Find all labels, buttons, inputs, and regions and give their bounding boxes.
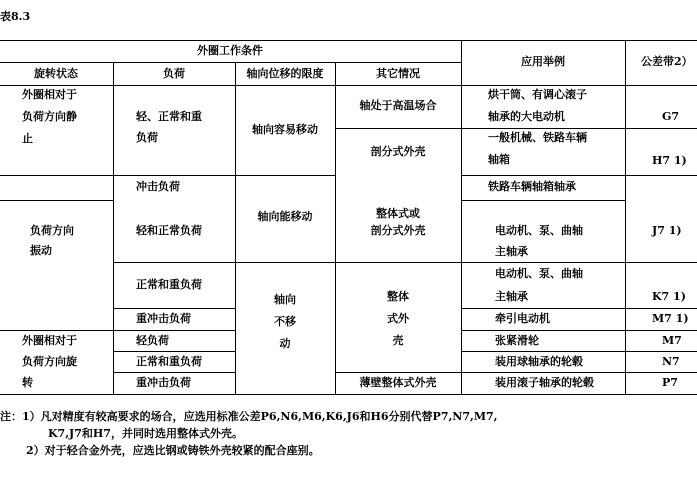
axial-cell: 轴向 — [274, 293, 296, 306]
other-cell: 整体 — [387, 290, 409, 303]
rule — [0, 200, 113, 201]
example-cell: 主轴承 — [495, 245, 528, 258]
rotation-cell: 止 — [22, 132, 33, 145]
example-cell: 电动机、泵、曲轴 — [495, 267, 583, 280]
axial-cell: 动 — [279, 337, 291, 350]
axial-cell: 轴向能移动 — [257, 210, 313, 223]
rotation-cell: 负荷方向旋 — [22, 355, 77, 368]
example-cell: 轴承的大电动机 — [488, 110, 565, 123]
rule — [461, 351, 697, 352]
rule — [235, 62, 236, 394]
rule — [0, 175, 335, 176]
load-cell: 正常和重负荷 — [136, 278, 202, 291]
rule — [0, 85, 697, 86]
tolerance-cell: G7 — [662, 110, 680, 123]
rule — [335, 128, 697, 129]
tolerance-cell: M7 — [662, 334, 682, 347]
other-cell: 式外 — [387, 312, 409, 325]
table-notes — [0, 408, 498, 459]
rule — [113, 308, 235, 309]
load-cell: 轻、正常和重 — [136, 110, 202, 123]
load-cell: 负荷 — [136, 131, 158, 144]
load-cell: 轻和正常负荷 — [136, 224, 202, 237]
rotation-cell: 负荷方向静 — [22, 110, 77, 123]
example-cell: 装用滚子轴承的轮毂 — [495, 376, 594, 389]
tolerance-cell: M7 1) — [652, 312, 689, 325]
other-cell: 壳 — [392, 334, 404, 347]
header-outer-conditions: 外圈工作条件 — [197, 44, 263, 57]
example-cell: 轴箱 — [488, 153, 510, 166]
load-cell: 正常和重负荷 — [136, 355, 202, 368]
note-line: K7,J7和H7，并同时选用整体式外壳。 — [48, 427, 243, 440]
example-cell: 铁路车辆轴箱轴承 — [488, 180, 576, 193]
rotation-cell: 转 — [22, 376, 33, 389]
rule — [335, 372, 697, 373]
example-cell: 张紧滑轮 — [495, 334, 539, 347]
example-cell: 装用球轴承的轮毂 — [495, 355, 583, 368]
rule — [0, 330, 235, 331]
header-tolerance: 公差带2） — [641, 55, 693, 68]
rotation-cell: 外圈相对于 — [22, 334, 77, 347]
rotation-cell: 振动 — [30, 244, 52, 257]
example-cell: 牵引电动机 — [495, 312, 550, 325]
header-other: 其它情况 — [376, 67, 420, 80]
example-cell: 烘干筒、有调心滚子 — [488, 88, 587, 101]
note-line: 2）对于轻合金外壳，应选比钢或铸铁外壳较紧的配合座别。 — [26, 444, 320, 457]
rule — [461, 308, 697, 309]
other-cell: 整体式或 — [376, 207, 420, 220]
load-cell: 重冲击负荷 — [136, 376, 191, 389]
rule — [113, 372, 235, 373]
rotation-cell: 外圈相对于 — [22, 88, 77, 101]
table-caption: 表8.3 — [0, 10, 31, 23]
example-cell: 一般机械、铁路车辆 — [488, 131, 587, 144]
rule — [461, 175, 697, 176]
tolerance-cell: N7 — [662, 355, 680, 368]
other-cell: 剖分式外壳 — [370, 145, 426, 158]
header-rotation: 旋转状态 — [34, 67, 78, 80]
rule — [113, 351, 235, 352]
rule — [0, 394, 697, 395]
load-cell: 冲击负荷 — [136, 180, 180, 193]
rule — [113, 62, 114, 394]
tolerance-cell: K7 1) — [652, 290, 686, 303]
axial-cell: 不移 — [274, 315, 296, 328]
other-cell: 轴处于高温场合 — [359, 99, 437, 112]
tolerance-cell: H7 1) — [652, 154, 687, 167]
rule — [113, 262, 697, 263]
load-cell: 重冲击负荷 — [136, 312, 191, 325]
header-load: 负荷 — [163, 67, 185, 80]
rule — [0, 40, 697, 41]
example-cell: 主轴承 — [495, 290, 528, 303]
rule — [461, 200, 625, 201]
load-cell: 轻负荷 — [136, 334, 169, 347]
rule — [461, 330, 697, 331]
rotation-cell: 负荷方向 — [30, 224, 74, 237]
example-cell: 电动机、泵、曲轴 — [495, 224, 583, 237]
other-cell: 薄壁整体式外壳 — [359, 376, 437, 389]
axial-cell: 轴向容易移动 — [252, 123, 318, 136]
header-examples: 应用举例 — [521, 55, 565, 68]
rule — [625, 40, 626, 394]
header-axial: 轴向位移的限度 — [246, 67, 324, 80]
tolerance-cell: P7 — [662, 376, 678, 389]
rule — [0, 62, 461, 63]
tolerance-cell: J7 1) — [652, 224, 682, 237]
rule — [461, 40, 462, 394]
note-line: 注：1）凡对精度有较高要求的场合，应选用标准公差P6,N6,M6,K6,J6和H6分别代替P7,N7,M7, — [0, 410, 498, 423]
rule — [335, 62, 336, 394]
other-cell: 剖分式外壳 — [370, 224, 426, 237]
